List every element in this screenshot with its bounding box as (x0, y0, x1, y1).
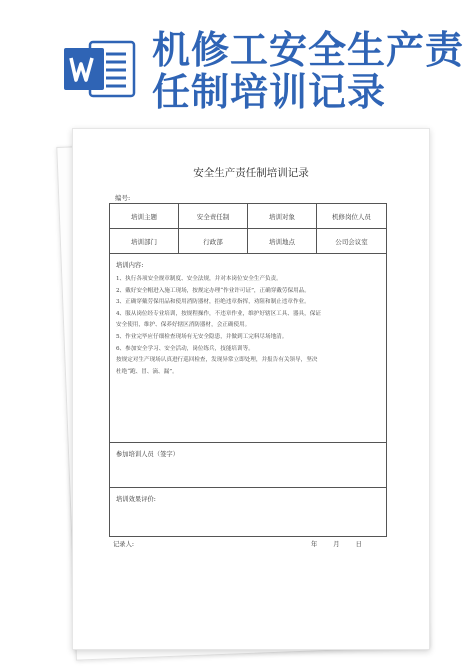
table-row (110, 229, 386, 254)
content-line: 1、执行各项安全规章制度、安全法规，并对本岗位安全生产负责。 (116, 276, 282, 282)
content-lines (116, 274, 378, 378)
content-label: 培训内容: (116, 262, 144, 269)
table-cell: 培训对象 (248, 204, 317, 228)
training-content-section (110, 254, 386, 443)
content-line: 杜绝“跑、冒、滴、漏”。 (116, 368, 178, 375)
date-label: 年 月 日 (311, 541, 362, 548)
header (0, 0, 474, 120)
table-row (110, 204, 386, 229)
table-cell: 机修岗位人员 (332, 212, 371, 221)
attendees-section (110, 443, 386, 488)
content-line: 安全使用，维护、保养好辖区消防器材，会正确使用。 (116, 322, 251, 329)
attendees-label: 参加培训人员（签字） (116, 451, 179, 458)
content-line: 4、服从岗位经专业培训，按规程操作，不违章作业，维护好辖区工具、器具，保证 (116, 310, 321, 317)
page-title-line2: 任制培训记录 (152, 70, 387, 114)
content-line: 2、戴好安全帽进入施工现场，按规定办理“作业许可证”，正确穿戴劳保用品。 (116, 287, 310, 294)
content-line: 6、参加安全学习、安全活动，岗位练兵，技能培训等。 (116, 345, 254, 352)
content-line: 按规定对生产现场认真进行巡回检查，发现异常立即处理，并报告有关领导，坚决 (116, 357, 318, 364)
table-cell: 培训地点 (248, 229, 317, 253)
table-cell: 培训部门 (110, 229, 179, 253)
word-icon (64, 38, 136, 100)
content-line: 5、作业完毕应仔细检查现场有无安全隐患，并做到工完料尽场地清。 (116, 333, 288, 340)
evaluation-section (110, 488, 386, 536)
content-line: 3、正确穿戴劳保用品和使用消防器材，拒绝违章指挥，劝阻和制止违章作业。 (116, 299, 310, 306)
table-cell: 安全责任制 (179, 204, 248, 228)
training-form-table (109, 203, 387, 537)
recorder-label: 记录人: (113, 541, 135, 548)
table-cell: 培训主题 (110, 204, 179, 228)
table-cell: 公司会议室 (335, 237, 368, 246)
document-title: 安全生产责任制培训记录 (193, 167, 309, 179)
serial-label: 编号: (115, 194, 131, 202)
table-cell: 行政部 (179, 229, 248, 253)
evaluation-label: 培训效果评价: (116, 496, 156, 503)
page-title-line1: 机修工安全生产责 (152, 28, 465, 72)
document-preview[interactable] (72, 128, 430, 650)
